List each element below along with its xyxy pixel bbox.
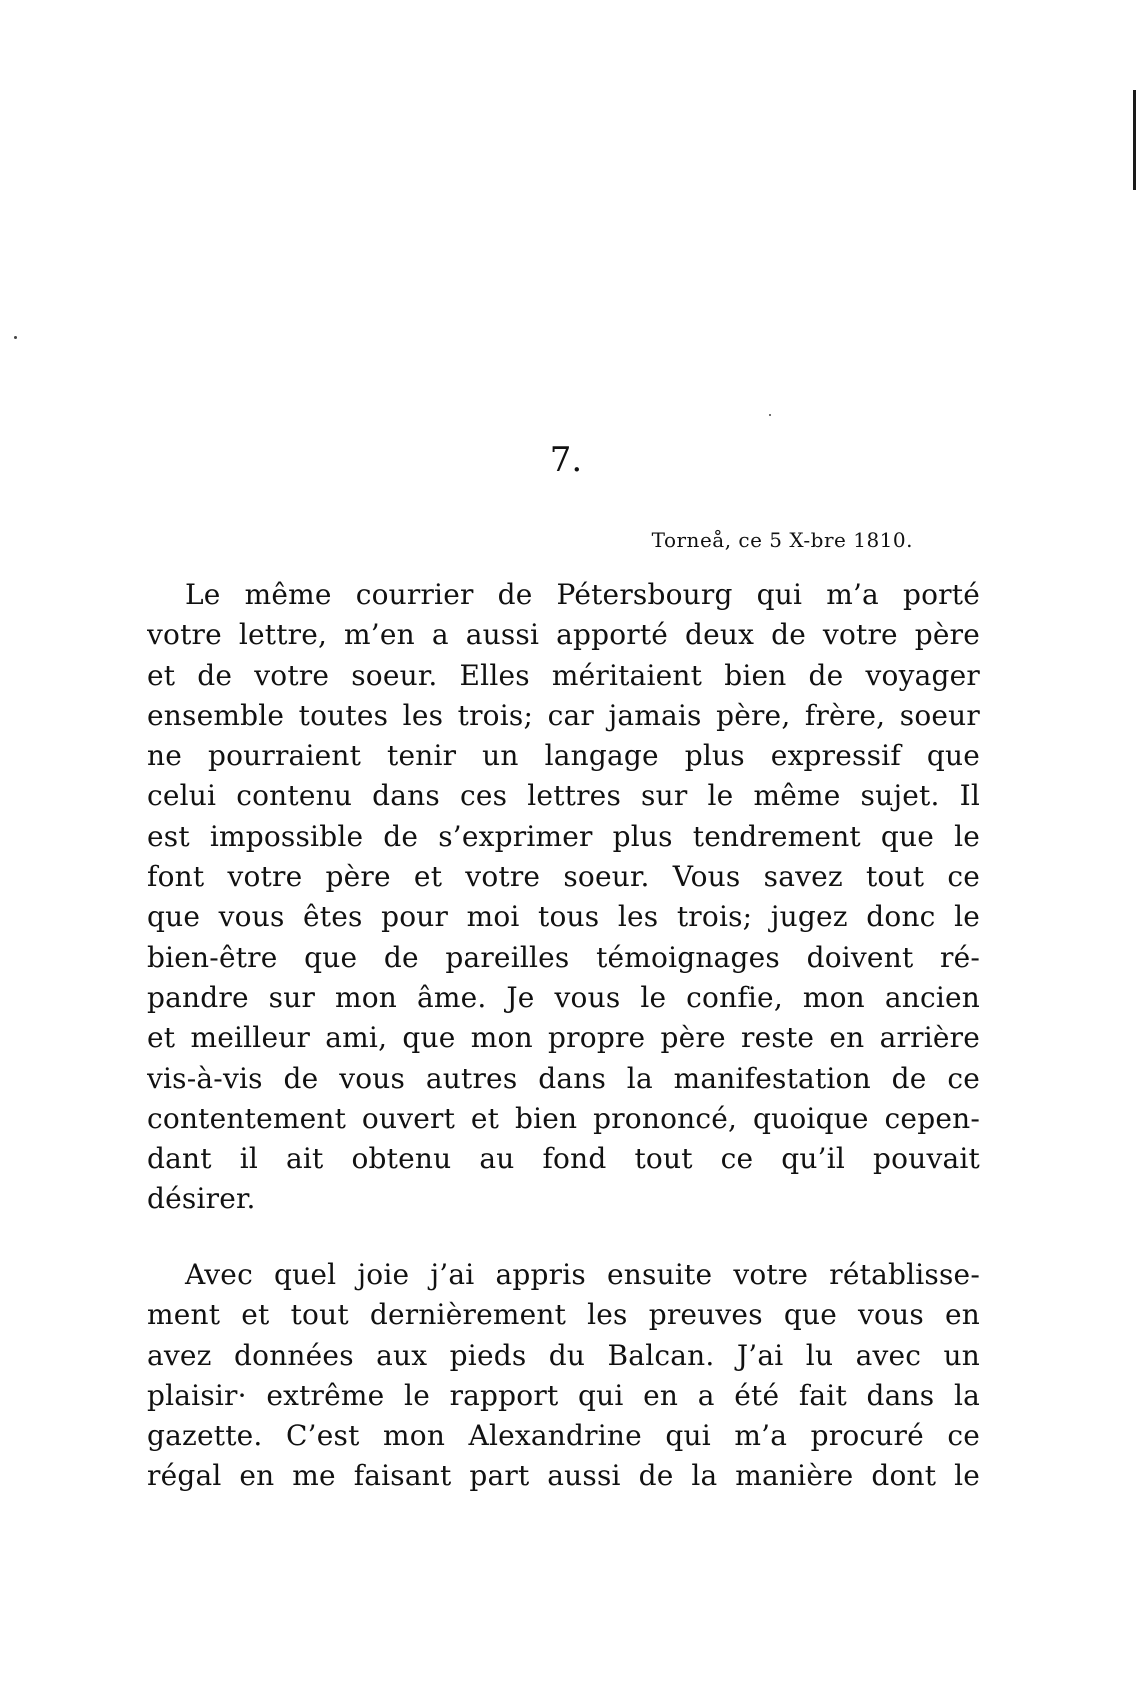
text-line: contentement ouvert et bien prononcé, quoique cepen- bbox=[147, 1101, 980, 1135]
text-line: avez données aux pieds du Balcan. J’ai lu avec un bbox=[147, 1338, 980, 1372]
paragraph-2 bbox=[147, 1255, 980, 1497]
text-line: dant il ait obtenu au fond tout ce qu’il pouvait bbox=[147, 1142, 980, 1176]
text-line: ne pourraient tenir un langage plus expressif que bbox=[147, 739, 980, 773]
letter-number bbox=[0, 440, 1140, 480]
dateline: Torneå, ce 5 X-bre 1810. bbox=[651, 528, 913, 552]
text-line: font votre père et votre soeur. Vous savez tout ce bbox=[147, 860, 980, 894]
text-line: gazette. C’est mon Alexandrine qui m’a procuré ce bbox=[147, 1419, 980, 1453]
text-line: bien-être que de pareilles témoignages doivent ré- bbox=[147, 940, 980, 974]
text-line: et meilleur ami, que mon propre père reste en arrière bbox=[147, 1021, 980, 1055]
page-edge-mark bbox=[1133, 90, 1136, 190]
text-line: plaisir· extrême le rapport qui en a été fait dans la bbox=[147, 1378, 980, 1412]
text-line: Avec quel joie j’ai appris ensuite votre rétablisse- bbox=[185, 1258, 980, 1291]
text-line: votre lettre, m’en a aussi apporté deux de votre père bbox=[147, 618, 980, 652]
text-line: que vous êtes pour moi tous les trois; jugez donc le bbox=[147, 900, 980, 934]
text-line: ment et tout dernièrement les preuves que vous en bbox=[147, 1298, 980, 1332]
text-line: vis-à-vis de vous autres dans la manifestation de ce bbox=[147, 1061, 980, 1095]
letter-number-text: 7. bbox=[549, 440, 583, 480]
text-line: ensemble toutes les trois; car jamais père, frère, soeur bbox=[147, 698, 980, 732]
text-line: celui contenu dans ces lettres sur le même sujet. Il bbox=[147, 779, 980, 813]
text-line: et de votre soeur. Elles méritaient bien de voyager bbox=[147, 658, 980, 692]
text-line: Le même courrier de Pétersbourg qui m’a porté bbox=[185, 578, 980, 611]
text-line: est impossible de s’exprimer plus tendrement que le bbox=[147, 819, 980, 853]
text-line: régal en me faisant part aussi de la manière dont le bbox=[147, 1459, 980, 1493]
text-line: pandre sur mon âme. Je vous le confie, mon ancien bbox=[147, 980, 980, 1014]
paragraph-1 bbox=[147, 575, 980, 1220]
text-line: désirer. bbox=[147, 1182, 256, 1216]
scan-speck bbox=[14, 336, 17, 339]
scan-speck bbox=[769, 414, 771, 416]
